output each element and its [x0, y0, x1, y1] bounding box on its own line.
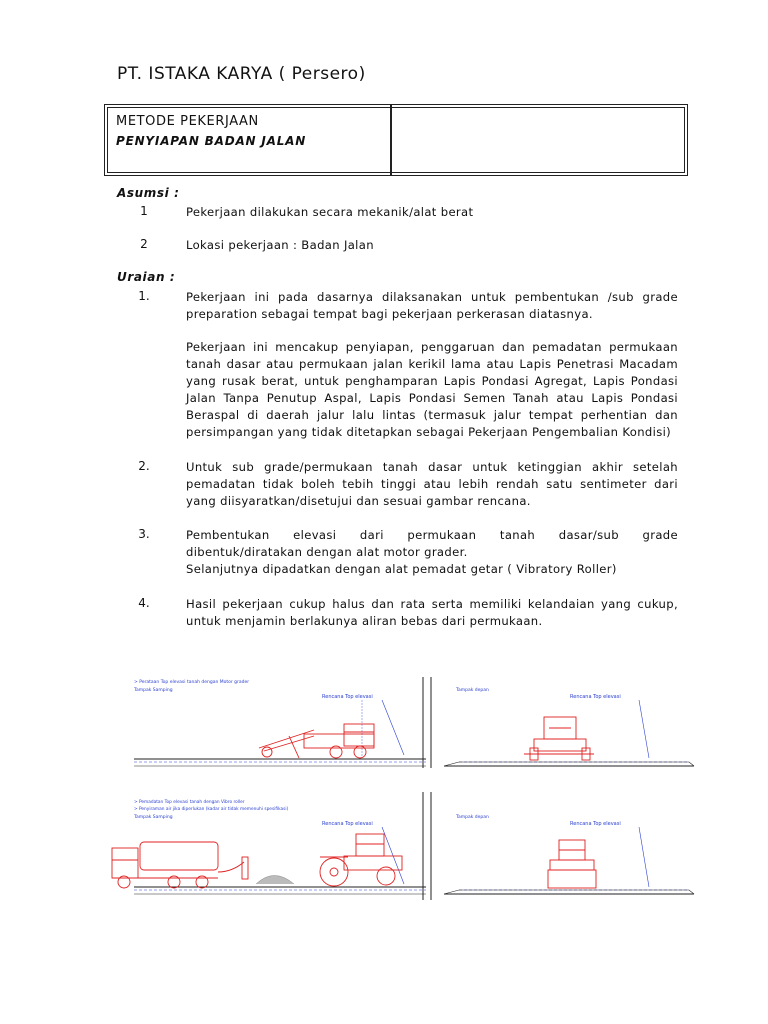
top-left-label: Rencana Top elevasi [322, 694, 373, 700]
top-right-view: Tampak depan [456, 688, 489, 693]
uraian-num-1: 1. [138, 289, 150, 303]
asumsi-label: Asumsi : [117, 186, 180, 200]
motor-grader-icon [259, 724, 374, 758]
bottom-left-note-2: > Penyiraman air jika diperlukan (kadar air tidak memenuhi spesifikasi) [134, 807, 289, 812]
header-work-title: PENYIAPAN BADAN JALAN [116, 134, 307, 148]
bottom-right-view: Tampak depan [456, 815, 489, 820]
bottom-right-panel [444, 814, 694, 894]
roller-front-icon [548, 840, 596, 888]
uraian-text-3: Pembentukan elevasi dari permukaan tanah dasar/sub grade dibentuk/diratakan dengan alat motor grader. [186, 528, 678, 559]
uraian-text-4: Hasil pekerjaan cukup halus dan rata serta memiliki kelandaian yang cukup, untuk menjamin berlakunya aliran bebas dari permukaan. [186, 597, 678, 628]
uraian-text-2: Untuk sub grade/permukaan tanah dasar untuk ketinggian akhir setelah pemadatan tidak boleh tebih tinggi atau lebih rendah satu sentimeter dari yang diisyaratkan/disetujui dan sesuai gambar rencana. [186, 460, 678, 508]
uraian-num-3: 3. [138, 527, 150, 541]
bottom-left-panel [112, 799, 426, 894]
vibratory-roller-icon [320, 834, 402, 886]
header-method-title: METODE PEKERJAAN [116, 114, 259, 129]
bottom-right-label: Rencana Top elevasi [570, 821, 621, 827]
grader-front-icon [524, 717, 594, 760]
top-right-panel [444, 687, 694, 766]
top-left-note: > Perataan Top elevasi tanah dengan Motor grader [134, 680, 250, 685]
uraian-text-1: Pekerjaan ini pada dasarnya dilaksanakan untuk pembentukan /sub grade preparation sebagai tempat bagi pekerjaan perkerasan diatasnya. [186, 290, 678, 321]
bottom-left-view: Tampak Samping [134, 815, 173, 820]
asumsi-num-1: 1 [140, 204, 148, 218]
top-left-view: Tampak Samping [134, 688, 173, 693]
asumsi-num-2: 2 [140, 237, 148, 251]
bottom-left-label: Rencana Top elevasi [322, 821, 373, 827]
water-tanker-icon [112, 842, 248, 888]
top-left-panel [133, 679, 426, 766]
uraian-text-3b: Selanjutnya dipadatkan dengan alat pemadat getar ( Vibratory Roller) [186, 562, 617, 576]
asumsi-text-2: Lokasi pekerjaan : Badan Jalan [186, 238, 374, 252]
bottom-left-note-1: > Pemadatan Top elevasi tanah dengan Vibro roller [134, 800, 245, 805]
construction-drawing [104, 662, 704, 908]
uraian-num-2: 2. [138, 459, 150, 473]
uraian-num-4: 4. [138, 596, 150, 610]
company-title: PT. ISTAKA KARYA ( Persero) [117, 64, 366, 84]
top-right-label: Rencana Top elevasi [570, 694, 621, 700]
asumsi-text-1: Pekerjaan dilakukan secara mekanik/alat berat [186, 205, 474, 219]
uraian-label: Uraian : [117, 270, 176, 284]
uraian-text-1b: Pekerjaan ini mencakup penyiapan, penggaruan dan pemadatan permukaan tanah dasar atau permukaan jalan kerikil lama atau Lapis Penetrasi Macadam yang rusak berat, untuk penghamparan Lapis Pondasi Agregat, Lapis Pondasi Jalan Tanpa Penutup Aspal, Lapis Pondasi Semen Tanah atau Lapis Pondasi Beraspal di daerah jalur lalu lintas (termasuk jalur tempat perhentian dan persimpangan yang tidak ditetapkan sebagai Pekerjaan Pengembalian Kondisi) [186, 340, 678, 439]
